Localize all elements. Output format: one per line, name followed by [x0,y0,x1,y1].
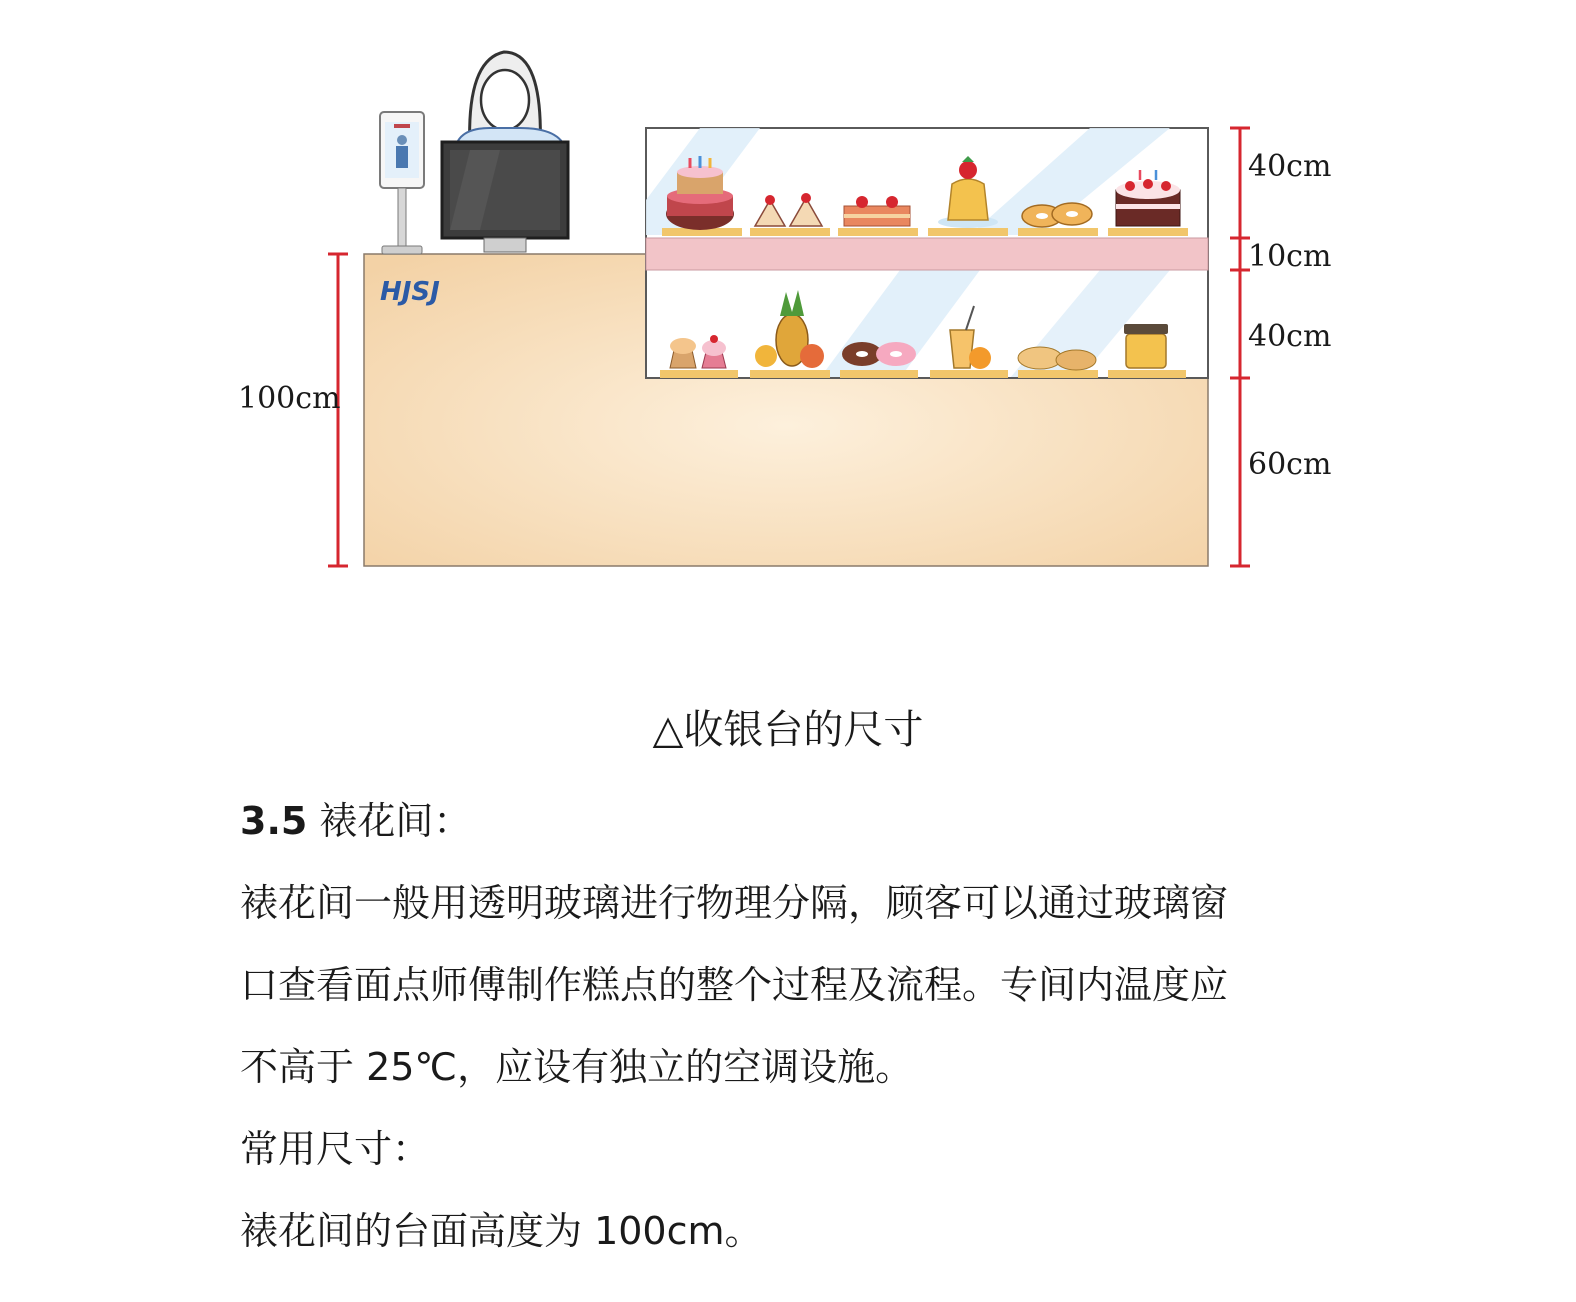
subheading: 常用尺寸： [240,1127,431,1171]
dimension-label-counter-height: 100cm [238,381,341,416]
dimension-label-divider: 10cm [1248,239,1332,274]
section-number: 3.5 [240,799,308,843]
dimension-right-scale [1230,128,1250,566]
section-body [240,780,1350,1272]
detail-line: 裱花间的台面高度为 100cm。 [240,1209,763,1253]
bread-rolls-icon [1018,347,1098,378]
dimension-label-lower-shelf: 40cm [1248,319,1332,354]
paragraph-line: 不高于 25℃，应设有独立的空调设施。 [240,1045,914,1089]
cashier-counter-diagram [0,0,1576,640]
figure-caption: △收银台的尺寸 [652,707,924,753]
dimension-label-base: 60cm [1248,447,1332,482]
paragraph-line: 裱花间一般用透明玻璃进行物理分隔，顾客可以通过玻璃窗 [240,881,1229,925]
donuts-icon [1018,203,1098,236]
dimension-label-upper-shelf: 40cm [1248,149,1332,184]
counter-logo: HJSJ [380,277,440,307]
display-case [646,128,1208,378]
section-title: 裱花间： [319,799,472,843]
divider-band [646,238,1208,270]
section-heading [240,780,1350,862]
face-terminal-icon [380,112,424,254]
pos-monitor-icon [442,142,568,252]
paragraph-line: 口查看面点师傅制作糕点的整个过程及流程。专间内温度应 [240,963,1229,1007]
